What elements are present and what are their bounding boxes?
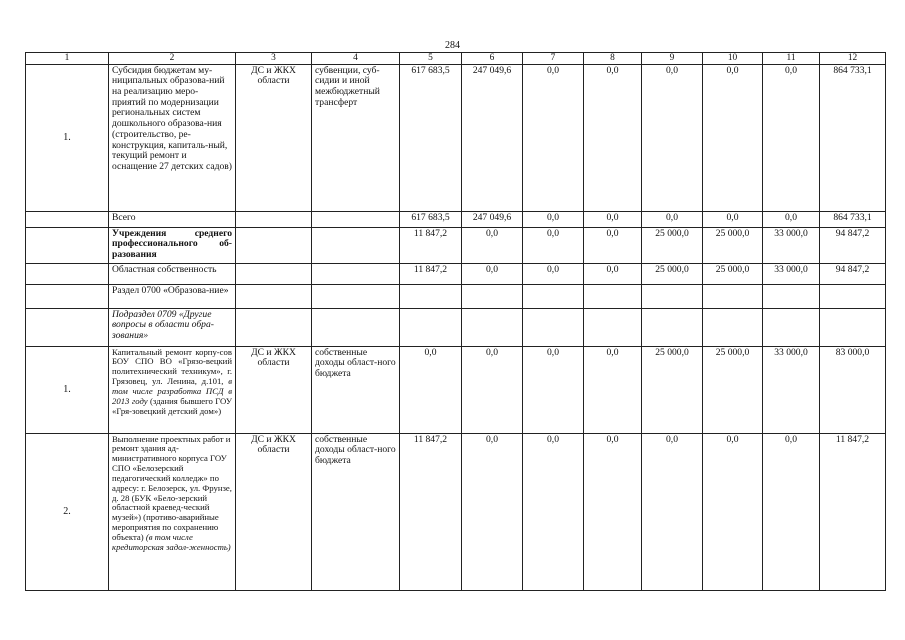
value-cell: 0,0	[523, 433, 584, 590]
value-cell: 0,0	[703, 211, 763, 227]
value-cell: 25 000,0	[642, 227, 703, 263]
value-cell: 11 847,2	[820, 433, 886, 590]
value-cell: 0,0	[642, 64, 703, 211]
value-cell: 0,0	[703, 433, 763, 590]
table-row-project-2	[26, 433, 886, 590]
value-cell: 0,0	[462, 346, 523, 433]
subsection-label: Подраздел 0709 «Другие вопросы в области обра-зования»	[109, 308, 236, 346]
col-header: 12	[820, 53, 886, 65]
value-cell: 0,0	[462, 433, 523, 590]
value-cell: 0,0	[523, 346, 584, 433]
category-label: Областная собственность	[109, 263, 236, 284]
value-cell: 0,0	[462, 227, 523, 263]
value-cell: 25 000,0	[703, 263, 763, 284]
row-number: 1.	[26, 64, 109, 211]
value-cell: 83 000,0	[820, 346, 886, 433]
value-cell: 0,0	[763, 64, 820, 211]
value-cell: 25 000,0	[642, 263, 703, 284]
value-cell: 25 000,0	[703, 227, 763, 263]
table-row-subsidy	[26, 64, 886, 211]
event-name	[109, 346, 236, 433]
value-cell: 11 847,2	[400, 433, 462, 590]
col-header: 4	[312, 53, 400, 65]
col-header: 11	[763, 53, 820, 65]
table-row-section	[26, 284, 886, 308]
col-header: 9	[642, 53, 703, 65]
value-cell: 0,0	[584, 263, 642, 284]
value-cell: 864 733,1	[820, 211, 886, 227]
page-number: 284	[445, 40, 460, 51]
col-header: 7	[523, 53, 584, 65]
value-cell: 247 049,6	[462, 211, 523, 227]
event-name-note: в том числе разработка ПСД в 2013 году	[112, 376, 233, 406]
col-header: 2	[109, 53, 236, 65]
value-cell: 33 000,0	[763, 346, 820, 433]
value-cell: 0,0	[523, 227, 584, 263]
value-cell: 0,0	[462, 263, 523, 284]
event-name: Субсидия бюджетам му-ниципальных образова-ний на реализацию меро-приятий по модернизации региональных систем дошкольного образова-ния (строительство, ре-конструкция, капиталь-ный, текущий ремонт и оснащение 27 детских садов)	[109, 64, 236, 211]
col-header: 1	[26, 53, 109, 65]
event-name-main: Капитальный ремонт корпу-сов БОУ СПО ВО «Грязо-вецкий политехнический техникум», г. Грязовец, ул. Ленина, д.101,	[112, 346, 232, 387]
value-cell: 0,0	[642, 433, 703, 590]
value-cell: 25 000,0	[703, 346, 763, 433]
total-label: Всего	[109, 211, 236, 227]
funding-source: собственные доходы област-ного бюджета	[312, 433, 400, 590]
category-heading: Учреждения среднего профессионального об-разования	[109, 227, 236, 263]
value-cell: 0,0	[703, 64, 763, 211]
value-cell: 0,0	[763, 433, 820, 590]
event-name-tail: (здания бывшего ГОУ «Гря-зовецкий детский дом»)	[112, 395, 232, 416]
value-cell: 247 049,6	[462, 64, 523, 211]
value-cell: 33 000,0	[763, 263, 820, 284]
value-cell: 0,0	[584, 211, 642, 227]
table-row-subsection	[26, 308, 886, 346]
value-cell: 0,0	[584, 64, 642, 211]
col-header: 8	[584, 53, 642, 65]
column-number-row	[26, 53, 886, 65]
value-cell: 0,0	[523, 263, 584, 284]
event-name-main: Выполнение проектных работ и ремонт здания ад-министративного корпуса ГОУ СПО «Белозерский педагогический колледж» по адресу: г. Белозерск, ул. Фрунзе, д. 28 (БУК «Бело-зерский областной краевед-ческий музей») (противо-аварийные мероприятия по сохранению объекта)	[112, 433, 232, 542]
value-cell: 0,0	[584, 346, 642, 433]
value-cell: 0,0	[400, 346, 462, 433]
table-row-total	[26, 211, 886, 227]
event-name	[109, 433, 236, 590]
value-cell: 94 847,2	[820, 227, 886, 263]
value-cell: 0,0	[523, 211, 584, 227]
value-cell: 0,0	[642, 211, 703, 227]
executor: ДС и ЖКХ области	[236, 64, 312, 211]
value-cell: 617 683,5	[400, 64, 462, 211]
value-cell: 11 847,2	[400, 227, 462, 263]
section-label: Раздел 0700 «Образова-ние»	[109, 284, 236, 308]
executor: ДС и ЖКХ области	[236, 433, 312, 590]
col-header: 3	[236, 53, 312, 65]
value-cell: 617 683,5	[400, 211, 462, 227]
col-header: 6	[462, 53, 523, 65]
executor: ДС и ЖКХ области	[236, 346, 312, 433]
value-cell: 25 000,0	[642, 346, 703, 433]
table-row-project-1	[26, 346, 886, 433]
row-number: 1.	[26, 346, 109, 433]
budget-table	[25, 52, 886, 591]
value-cell: 0,0	[584, 433, 642, 590]
event-name-note: (в том числе кредиторская задол-женность)	[112, 531, 231, 552]
funding-source: собственные доходы област-ного бюджета	[312, 346, 400, 433]
value-cell: 94 847,2	[820, 263, 886, 284]
value-cell: 11 847,2	[400, 263, 462, 284]
table-row-regional-property	[26, 263, 886, 284]
row-number: 2.	[26, 433, 109, 590]
funding-source: субвенции, суб-сидии и иной межбюджетный трансферт	[312, 64, 400, 211]
value-cell: 0,0	[584, 227, 642, 263]
table-row-institutions	[26, 227, 886, 263]
col-header: 10	[703, 53, 763, 65]
col-header: 5	[400, 53, 462, 65]
value-cell: 864 733,1	[820, 64, 886, 211]
value-cell: 33 000,0	[763, 227, 820, 263]
value-cell: 0,0	[763, 211, 820, 227]
value-cell: 0,0	[523, 64, 584, 211]
